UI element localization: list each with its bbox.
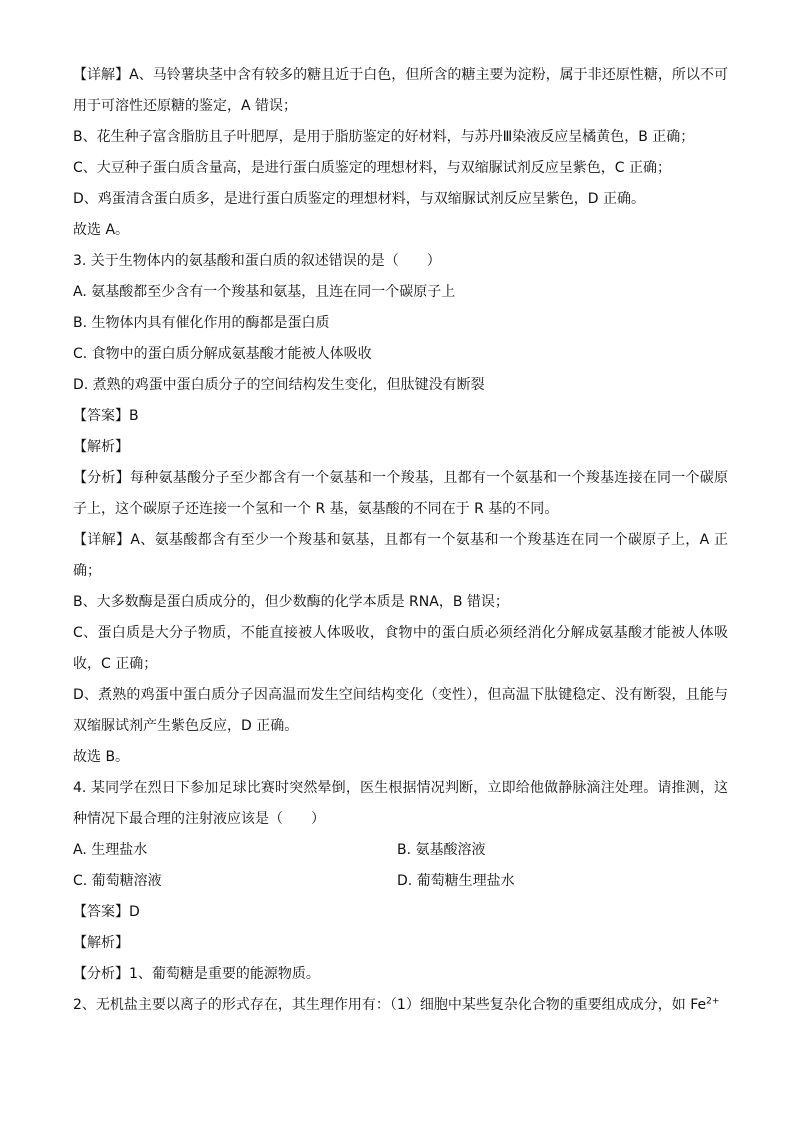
q3-option-a: A. 氨基酸都至少含有一个羧基和氨基，且连在同一个碳原子上: [73, 284, 456, 300]
iron-ion-charge: 2+: [706, 996, 720, 1007]
q4-analysis-1: 【分析】1、葡萄糖是重要的能源物质。: [73, 966, 320, 982]
q3-option-d: D. 煮熟的鸡蛋中蛋白质分子的空间结构发生变化，但肽键没有断裂: [73, 377, 485, 393]
q4-option-b: B. 氨基酸溶液: [397, 842, 486, 858]
q4-option-a: A. 生理盐水: [73, 842, 148, 858]
q4-analysis-2-text: 2、无机盐主要以离子的形式存在，其生理作用有：（1）细胞中某些复杂化合物的重要组成成分，如 Fe: [73, 997, 707, 1013]
q3-choice: 故选 B。: [73, 749, 130, 765]
q4-analysis-2: [73, 990, 728, 1021]
q3-option-c: C. 食物中的蛋白质分解成氨基酸才能被人体吸收: [73, 346, 372, 362]
q2-detail-paragraph-b: B、花生种子富含脂肪且子叶肥厚，是用于脂肪鉴定的好材料，与苏丹Ⅲ染液反应呈橘黄色，B 正确；: [73, 129, 695, 145]
q4-stem: 4. 某同学在烈日下参加足球比赛时突然晕倒，医生根据情况判断，立即给他做静脉滴注处理。请推测，这种情况下最合理的注射液应该是（ ）: [73, 780, 728, 827]
q2-choice: 故选 A。: [73, 222, 130, 238]
q3-analysis-label: 【解析】: [73, 439, 129, 455]
q3-detail-a: 【详解】A、氨基酸都含有至少一个羧基和氨基，且都有一个氨基和一个羧基连在同一个碳原子上，A 正确；: [73, 532, 728, 579]
q4-options-row-1: [73, 835, 728, 866]
q3-analysis: 【分析】每种氨基酸分子至少都含有一个氨基和一个羧基，且都有一个氨基和一个羧基连接在同一个碳原子上，这个碳原子还连接一个氢和一个 R 基，氨基酸的不同在于 R 基的不同。: [73, 470, 728, 517]
q2-detail-paragraph-c: C、大豆种子蛋白质含量高，是进行蛋白质鉴定的理想材料，与双缩脲试剂反应呈紫色，C 正确；: [73, 160, 671, 176]
q2-detail-paragraph-d: D、鸡蛋清含蛋白质多，是进行蛋白质鉴定的理想材料，与双缩脲试剂反应呈紫色，D 正确。: [73, 191, 646, 207]
page-content: [73, 60, 728, 1021]
q4-options-row-2: [73, 866, 728, 897]
q3-detail-c: C、蛋白质是大分子物质，不能直接被人体吸收，食物中的蛋白质必须经消化分解成氨基酸才能被人体吸收，C 正确；: [73, 625, 728, 672]
q4-option-d: D. 葡萄糖生理盐水: [397, 873, 515, 889]
q3-detail-d: D、煮熟的鸡蛋中蛋白质分子因高温而发生空间结构变化（变性），但高温下肽键稳定、没有断裂，且能与双缩脲试剂产生紫色反应，D 正确。: [73, 687, 728, 734]
q4-answer: 【答案】D: [73, 904, 140, 920]
q3-detail-b: B、大多数酶是蛋白质成分的，但少数酶的化学本质是 RNA，B 错误；: [73, 594, 509, 610]
q3-answer: 【答案】B: [73, 408, 139, 424]
q4-analysis-label: 【解析】: [73, 935, 129, 951]
q3-option-b: B. 生物体内具有催化作用的酶都是蛋白质: [73, 315, 330, 331]
q3-stem: 3. 关于生物体内的氨基酸和蛋白质的叙述错误的是（ ）: [73, 253, 441, 269]
q4-option-c: C. 葡萄糖溶液: [73, 873, 162, 889]
q2-detail-paragraph-a: 【详解】A、马铃薯块茎中含有较多的糖且近于白色，但所含的糖主要为淀粉，属于非还原性糖，所以不可用于可溶性还原糖的鉴定，A 错误；: [73, 67, 728, 114]
